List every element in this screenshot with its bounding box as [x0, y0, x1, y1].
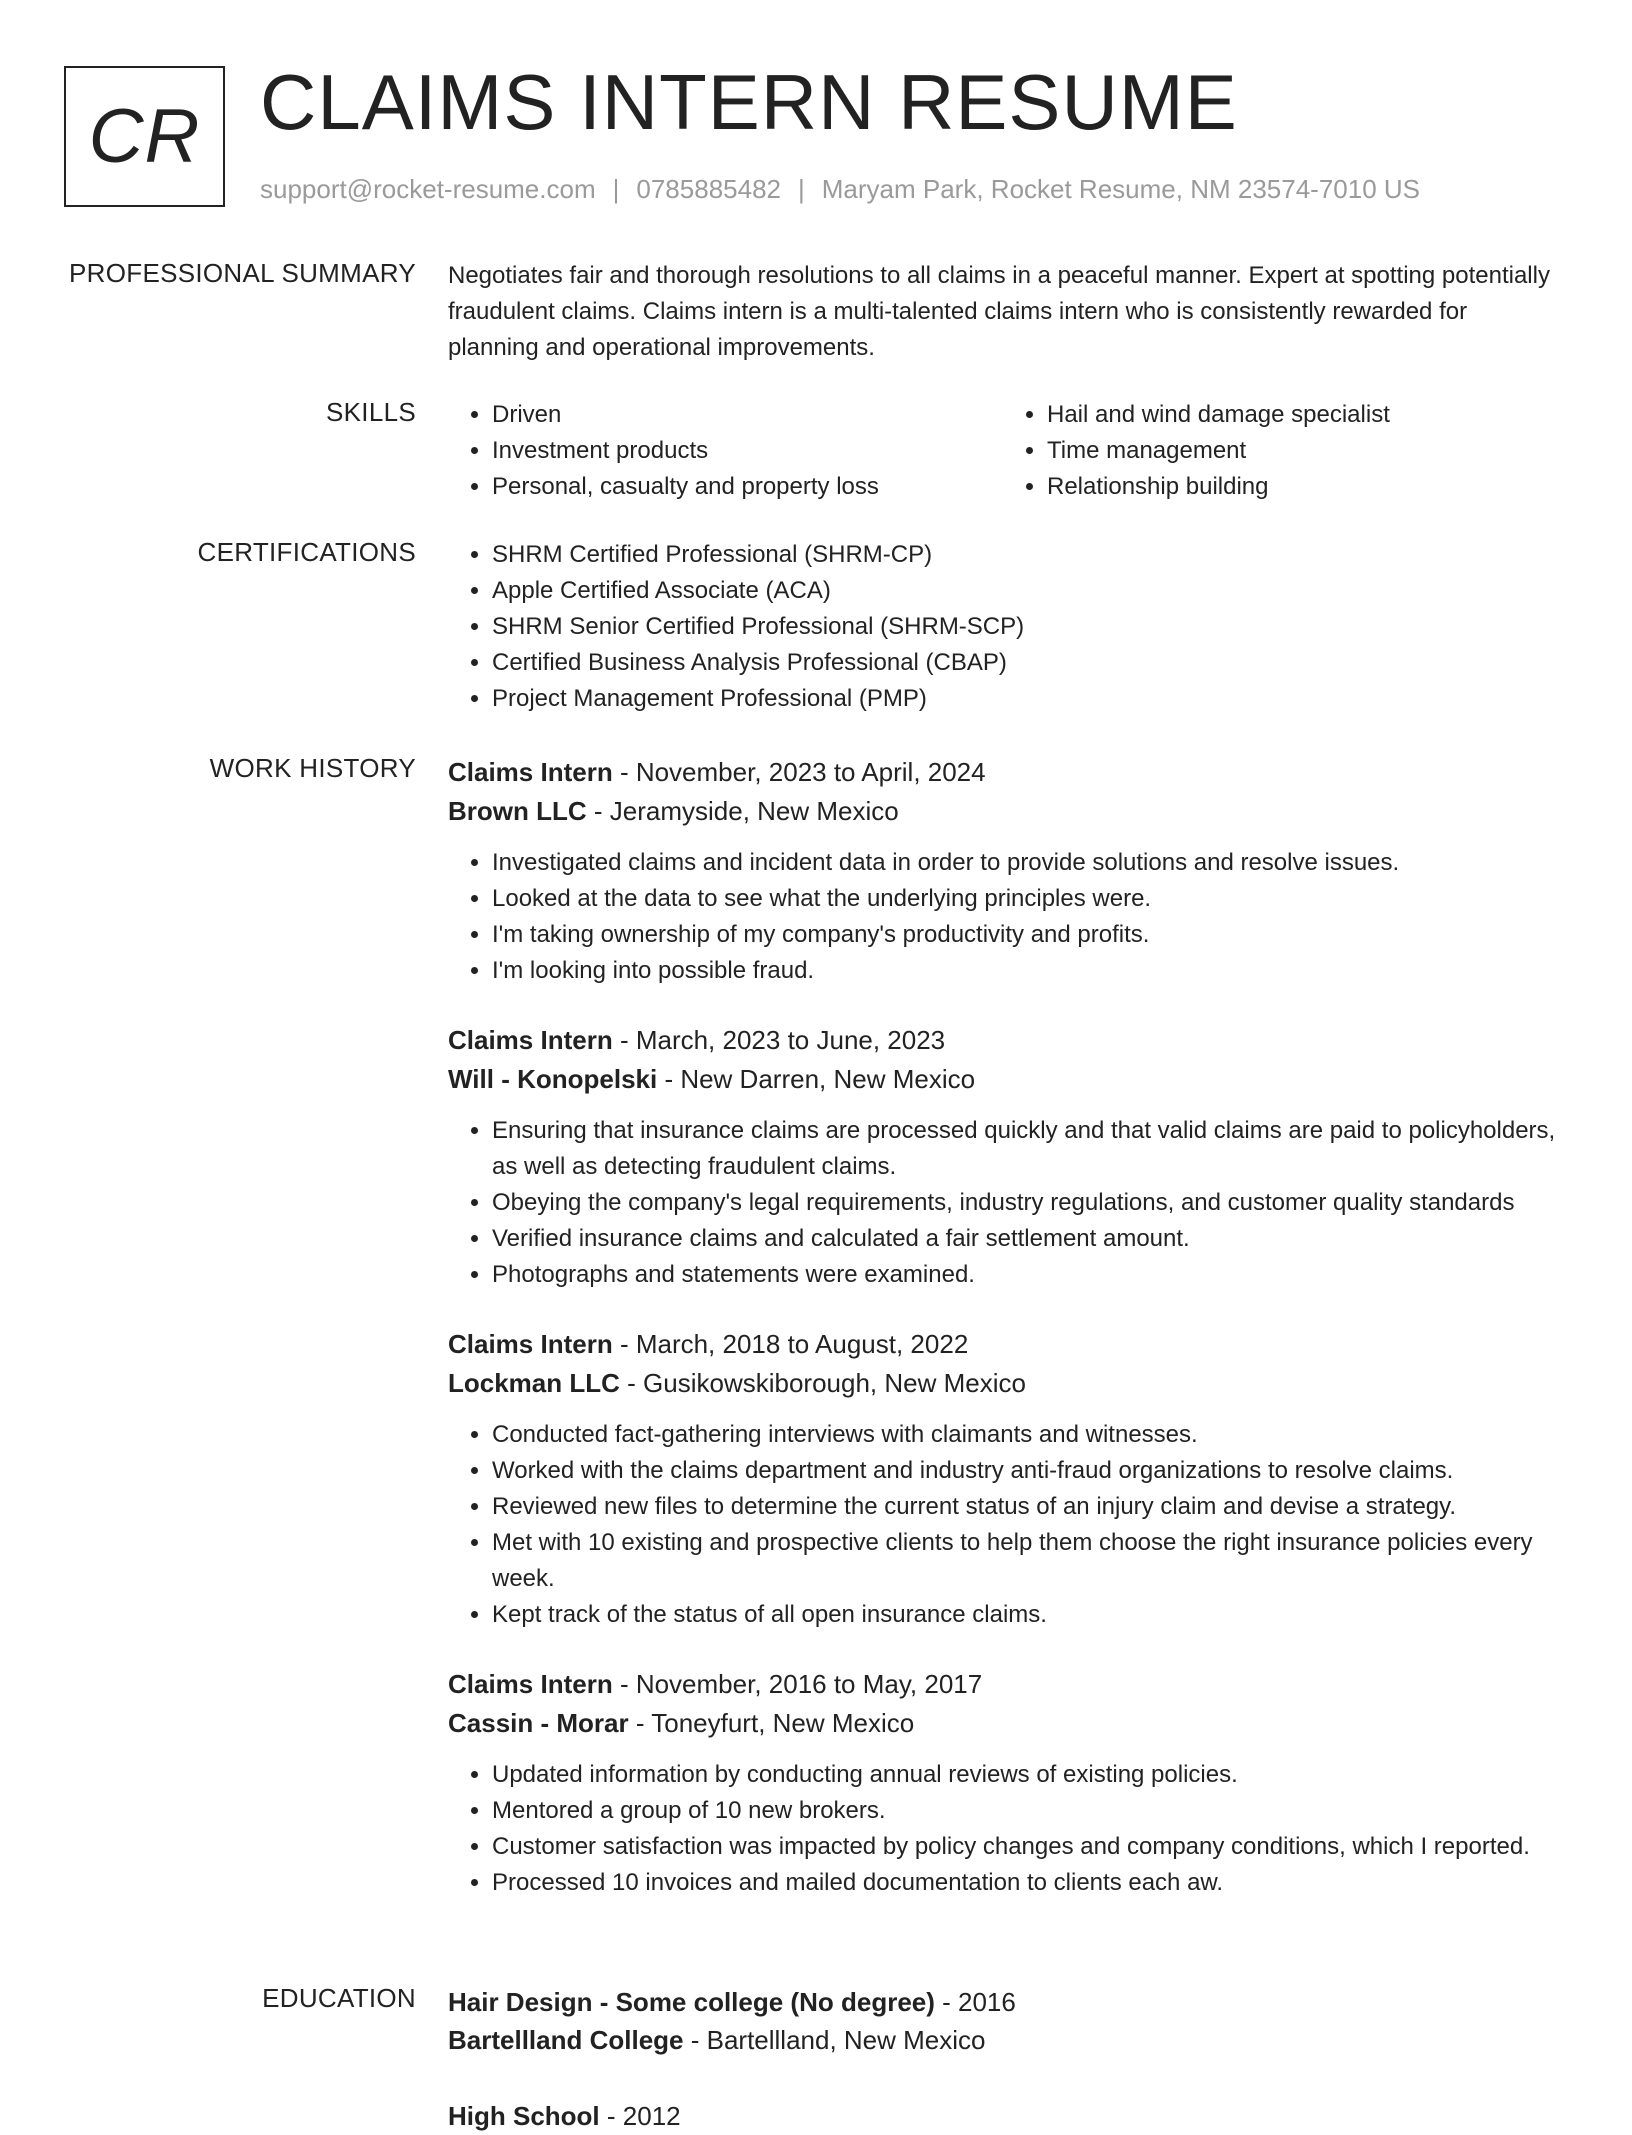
job-company-line: [448, 1704, 1558, 1743]
contact-line: [260, 174, 1420, 205]
job-bullet: • Mentored a group of 10 new brokers.: [492, 1793, 1558, 1829]
job-bullet: • Processed 10 invoices and mailed documentation to clients each aw.: [492, 1865, 1558, 1901]
job-bullets: [448, 1417, 1558, 1633]
job-dates: - March, 2023 to June, 2023: [612, 1025, 946, 1055]
education-degree-line: [448, 2097, 1558, 2135]
job-bullet: • Photographs and statements were examined.: [492, 1257, 1558, 1293]
certification-item: • Apple Certified Associate (ACA): [492, 573, 1558, 609]
job-location: - New Darren, New Mexico: [657, 1064, 976, 1094]
skills-list-left: [448, 397, 1003, 505]
job-bullet: • Worked with the claims department and industry anti-fraud organizations to resolve claims.: [492, 1453, 1558, 1489]
education-school: Bartellland College: [448, 2025, 684, 2055]
job-bullet: • Kept track of the status of all open insurance claims.: [492, 1597, 1558, 1633]
job-entry: [448, 1021, 1558, 1293]
certification-item: • SHRM Certified Professional (SHRM-CP): [492, 537, 1558, 573]
summary-text: Negotiates fair and thorough resolutions to all claims in a peaceful manner. Expert at spotting potentially fraudulent claims. Claims intern is a multi-talented claims intern who is consistently rewarded for planning and operational improvements.: [448, 262, 1550, 361]
job-location: - Toneyfurt, New Mexico: [628, 1708, 915, 1738]
job-dates: - March, 2018 to August, 2022: [612, 1329, 969, 1359]
section-label-summary: PROFESSIONAL SUMMARY: [69, 258, 416, 288]
job-location: - Jeramyside, New Mexico: [586, 796, 899, 826]
job-company: Lockman LLC: [448, 1368, 620, 1398]
job-bullet: • Customer satisfaction was impacted by policy changes and company conditions, which I reported.: [492, 1829, 1558, 1865]
skill-item: • Personal, casualty and property loss: [492, 469, 1003, 505]
skill-item: • Driven: [492, 397, 1003, 433]
job-bullets: [448, 1113, 1558, 1293]
section-label-work-history: WORK HISTORY: [209, 753, 416, 783]
job-company: Brown LLC: [448, 796, 587, 826]
section-label-skills: SKILLS: [326, 397, 416, 427]
job-company: Cassin - Morar: [448, 1708, 629, 1738]
job-bullet: • Ensuring that insurance claims are processed quickly and that valid claims are paid to policyholders, as well as detecting fraudulent claims.: [492, 1113, 1558, 1185]
job-bullet: • Conducted fact-gathering interviews with claimants and witnesses.: [492, 1417, 1558, 1453]
job-bullet: • I'm taking ownership of my company's productivity and profits.: [492, 917, 1558, 953]
certification-item: • Project Management Professional (PMP): [492, 681, 1558, 717]
job-location: - Gusikowskiborough, New Mexico: [619, 1368, 1026, 1398]
job-title: Claims Intern: [448, 1025, 613, 1055]
job-title-line: [448, 1325, 1558, 1364]
job-bullet: • Verified insurance claims and calculated a fair settlement amount.: [492, 1221, 1558, 1257]
job-company-line: [448, 1060, 1558, 1099]
job-entry: [448, 1665, 1558, 1901]
job-entry: [448, 1325, 1558, 1633]
certification-item: • SHRM Senior Certified Professional (SHRM-SCP): [492, 609, 1558, 645]
job-title-line: [448, 1021, 1558, 1060]
education-degree: Hair Design - Some college (No degree): [448, 1987, 935, 2017]
job-company-line: [448, 792, 1558, 831]
contact-phone[interactable]: 0785885482: [636, 174, 781, 204]
job-company-line: [448, 1364, 1558, 1403]
education-year: - 2016: [934, 1987, 1016, 2017]
section-label-education: EDUCATION: [262, 1983, 416, 2013]
certifications-list: [448, 537, 1558, 717]
contact-email[interactable]: support@rocket-resume.com: [260, 174, 596, 204]
education-entry: [448, 2097, 1558, 2135]
skill-item: • Time management: [1047, 433, 1558, 469]
section-label-certifications: CERTIFICATIONS: [197, 537, 416, 567]
education-year: - 2012: [599, 2101, 681, 2131]
job-bullet: • Investigated claims and incident data in order to provide solutions and resolve issues.: [492, 845, 1558, 881]
job-title-line: [448, 753, 1558, 792]
education-degree-line: [448, 1983, 1558, 2021]
job-title-line: [448, 1665, 1558, 1704]
resume-title: CLAIMS INTERN RESUME: [260, 58, 1238, 146]
job-bullet: • I'm looking into possible fraud.: [492, 953, 1558, 989]
contact-separator: |: [612, 174, 620, 204]
education-location: - Bartellland, New Mexico: [683, 2025, 986, 2055]
job-bullet: • Reviewed new files to determine the current status of an injury claim and devise a strategy.: [492, 1489, 1558, 1525]
job-bullet: • Updated information by conducting annual reviews of existing policies.: [492, 1757, 1558, 1793]
job-title: Claims Intern: [448, 1329, 613, 1359]
job-dates: - November, 2016 to May, 2017: [612, 1669, 983, 1699]
job-bullet: • Obeying the company's legal requirements, industry regulations, and customer quality standards: [492, 1185, 1558, 1221]
job-company: Will - Konopelski: [448, 1064, 658, 1094]
job-entry: [448, 753, 1558, 989]
certification-item: • Certified Business Analysis Professional (CBAP): [492, 645, 1558, 681]
job-dates: - November, 2023 to April, 2024: [612, 757, 986, 787]
skill-item: • Hail and wind damage specialist: [1047, 397, 1558, 433]
education-degree: High School: [448, 2101, 600, 2131]
contact-address: Maryam Park, Rocket Resume, NM 23574-7010 US: [821, 174, 1420, 204]
skill-item: • Investment products: [492, 433, 1003, 469]
job-bullet: • Met with 10 existing and prospective clients to help them choose the right insurance policies every week.: [492, 1525, 1558, 1597]
monogram-logo: CR: [64, 66, 225, 207]
job-title: Claims Intern: [448, 757, 613, 787]
skills-list-right: [1003, 397, 1558, 505]
contact-separator: |: [798, 174, 805, 204]
job-title: Claims Intern: [448, 1669, 613, 1699]
job-bullets: [448, 845, 1558, 989]
job-bullet: • Looked at the data to see what the underlying principles were.: [492, 881, 1558, 917]
skill-item: • Relationship building: [1047, 469, 1558, 505]
job-bullets: [448, 1757, 1558, 1901]
education-school-line: [448, 2021, 1558, 2059]
education-entry: [448, 1983, 1558, 2059]
